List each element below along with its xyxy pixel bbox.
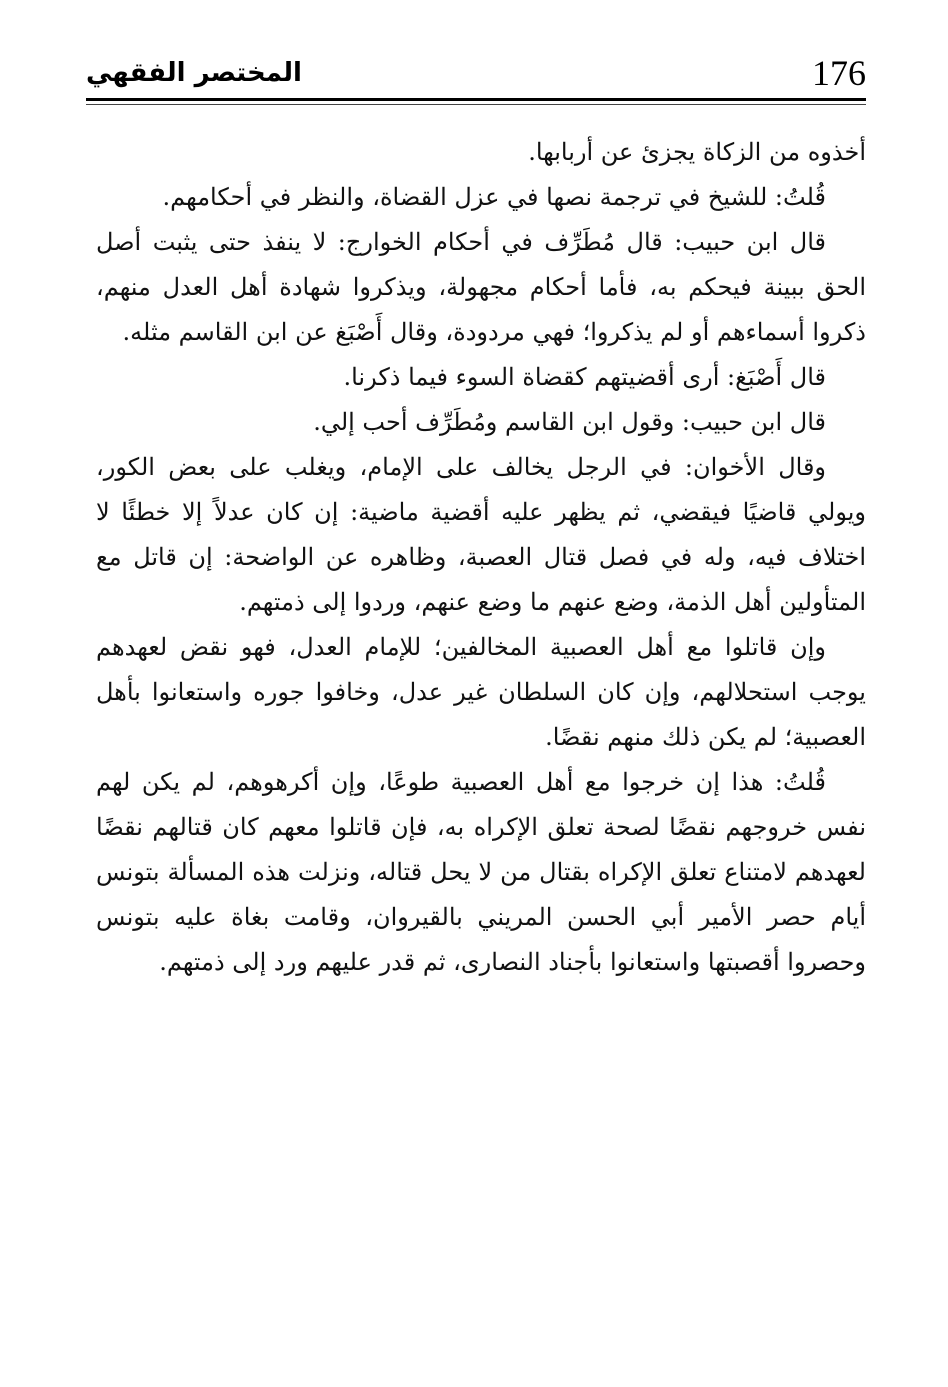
paragraph: قال أَصْبَغ: أرى أقضيتهم كقضاة السوء فيما ذكرنا. (343, 363, 826, 391)
page-number: 176 (812, 53, 866, 93)
header-rule-thin (86, 104, 866, 105)
paragraph: قال ابن حبيب: وقول ابن القاسم ومُطَرِّف أحب إلي. (313, 408, 826, 436)
book-title: المختصر الفقهي (86, 58, 302, 88)
paragraph: وإن قاتلوا مع أهل العصبية المخالفين؛ للإمام العدل، فهو نقض لعهدهم يوجب استحلالهم، وإن كان السلطان غير عدل، وخافوا جوره واستعانوا بأهل العصبية؛ لم يكن ذلك منهم نقضًا. (96, 633, 866, 751)
header-rule (86, 98, 866, 101)
paragraph: قُلتُ: هذا إن خرجوا مع أهل العصبية طوعًا، وإن أكرهوهم، لم يكن لهم نفس خروجهم نقضًا لصحة تعلق الإكراه به، فإن قاتلوا معهم كان قتالهم نقضًا لعهدهم لامتناع تعلق الإكراه بقتال من لا يحل قتاله، ونزلت هذه المسألة بتونس أيام حصر الأمير أبي الحسن المريني بالقيروان، وقامت بغاة عليه بتونس وحصروا أقصبتها واستعانوا بأجناد النصارى، ثم قدر عليهم ورد إلى ذمتهم. (96, 768, 866, 976)
paragraph: وقال الأخوان: في الرجل يخالف على الإمام، ويغلب على بعض الكور، ويولي قاضيًا فيقضي، ثم يظهر عليه أقضية ماضية: إن كان عدلاً إلا خطئًا لا اختلاف فيه، وله في فصل قتال العصبة، وظاهره عن الواضحة: إن قاتل مع المتأولين أهل الذمة، وضع عنهم ما وضع عنهم، وردوا إلى ذمتهم. (96, 453, 866, 616)
paragraph: قال ابن حبيب: قال مُطَرِّف في أحكام الخوارج: لا ينفذ حتى يثبت أصل الحق ببينة فيحكم به، فأما أحكام مجهولة، ويذكروا شهادة أهل العدل منهم، ذكروا أسماءهم أو لم يذكروا؛ فهي مردودة، وقال أَصْبَغ عن ابن القاسم مثله. (96, 228, 866, 346)
paragraph: قُلتُ: للشيخ في ترجمة نصها في عزل القضاة، والنظر في أحكامهم. (162, 183, 826, 211)
page-header (86, 52, 866, 96)
paragraph: أخذوه من الزكاة يجزئ عن أربابها. (528, 138, 866, 166)
page-body (96, 130, 866, 985)
